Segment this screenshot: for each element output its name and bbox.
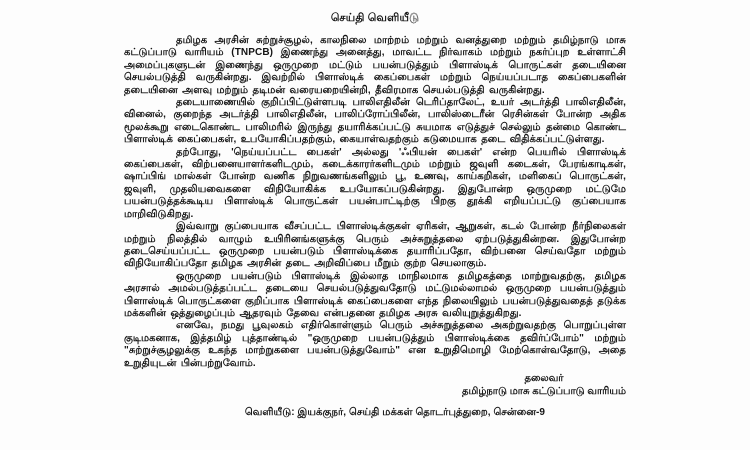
body-paragraph-3: தற்போது, 'நெய்யப்பட்ட பைகள்' அல்லது 'ஃபியன் பைகள்' என்ற பெயரில் பிளாஸ்டிக் கைப்பைகள், விற்பனையாளர்களிடமும், கடைக்காரர்களிடமும் மற்றும் ஜவுளி கடைகள், பேரங்காடிகள், ஷாப்பிங் மால்கள் போன்ற வணிக நிறுவணங்களிலும் பூ, உணவு, காய்கறிகள், மளிகைப் பொருட்கள், ஜவுளி, முதலியவைகளை விநியோகிக்க உபயோகப்படுகின்றது. இதுபோன்ற ஒருமுறை மட்டுமே பயன்படுத்தக்கூடிய பிளாஸ்டிக் பொருட்கள் பயன்பாட்டிற்கு பிறகு தூக்கி எறியப்பட்டு குப்பையாக மாறிவிடுகிறது. (124, 146, 626, 220)
body-paragraph-6: எனவே, நமது பூவுலகம் எதிர்கொள்ளும் பெரும் அச்சுறுத்தலை அகற்றுவதற்கு பொறுப்புள்ள குடிமகனாக, இத்தமிழ் புத்தாண்டில் "ஒருமுறை பயன்படுத்தும் பிளாஸ்டிக்கை தவிர்ப்போம்" மற்றும் "சுற்றுச்சூழலுக்கு உகந்த மாற்றுகளை பயன்படுத்துவோம்" என உறுதிமொழி மேற்கொள்வதோடு, அதை உறுதியுடன் பின்பற்றுவோம். (124, 320, 626, 369)
body-paragraph-4: இவ்வாறு குப்பையாக வீசப்பட்ட பிளாஸ்டிக்குகள் ஏரிகள், ஆறுகள், கடல் போன்ற நீர்நிலைகள் மற்றும் நிலத்தில் வாழும் உயிரினங்களுக்கு பெரும் அச்சுறுத்தலை ஏற்படுத்துகின்றன. இதுபோன்ற தடைசெய்யப்பட்ட ஒருமுறை பயன்படும் பிளாஸ்டிக்கை தயாரிப்பதோ, விற்பனை செய்வதோ மற்றும் விநியோகிப்பதோ தமிழக அரசின் தடை அறிவிப்பை மீறும் குற்ற செயலாகும். (124, 221, 626, 270)
body-paragraph-1: தமிழக அரசின் சுற்றுச்சூழல், காலநிலை மாற்றம் மற்றும் வனத்துறை மற்றும் தமிழ்நாடு மாசு கட்டுப்பாடு வாரியம் (TNPCB) இணைந்து அனைத்து, மாவட்ட நிர்வாகம் மற்றும் நகர்ப்புற உள்ளாட்சி அமைப்புகளுடன் இணைந்து ஒருமுறை மட்டும் பயன்படுத்தும் பிளாஸ்டிக் பொருட்கள் தடையினை செயல்படுத்தி வருகின்றது. இவற்றில் பிளாஸ்டிக் கைப்பைகள் மற்றும் நெய்யப்படாத கைப்பைகளின் தடையினை அளவு மற்றும் தடிமன் வரையறையின்றி, தீவிரமாக செயல்படுத்தி வருகின்றது. (124, 35, 626, 96)
body-paragraph-2: தடையாணையில் குறிப்பிட்டுள்ளபடி பாலிஎதிலீன் டெரிப்தாலேட், உயர் அடர்த்தி பாலிஎதிலீன், வினைல், குறைந்த அடர்த்தி பாலிஎதிலீன், பாலிப்ரோப்பிலீன், பாலிஸ்டைரீன் ரெசின்கள் போன்ற அதிக மூலக்கூறு எடைகொண்ட பாலிமரில் இருந்து தயாரிக்கப்பட்டு சுயமாக எடுத்துச் செல்லும் தன்மை கொண்ட பிளாஸ்டிக் கைப்பைகள், உபயோகிப்பதற்கும், கையாள்வதற்கும் கடுமையாக தடை விதிக்கப்பட்டுள்ளது. (124, 97, 626, 146)
signature-organization: தமிழ்நாடு மாசு கட்டுப்பாடு வாரியம் (461, 385, 626, 397)
document-title: செய்தி வெளியீடு (330, 12, 420, 24)
publisher-footer: வெளியீடு: இயக்குநர், செய்தி மக்கள் தொடர்புத்துறை, சென்னை-9 (244, 406, 546, 418)
body-paragraph-5: ஒருமுறை பயன்படும் பிளாஸ்டிக் இல்லாத மாநிலமாக தமிழகத்தை மாற்றுவதற்கு, தமிழக அரசால் அமல்படுத்தப்பட்ட தடையை செயல்படுத்துவதோடு மட்டுமல்லாமல் ஒருமுறை பயன்படுத்தும் பிளாஸ்டிக் பொருட்களை குறிப்பாக பிளாஸ்டிக் கைப்பைகளை எந்த நிலையிலும் பயன்படுத்துவதைத் தடுக்க மக்களின் ஒத்துழைப்பும் ஆதரவும் தேவை என்பதனை தமிழக அரசு வலியுறுத்துகிறது. (124, 270, 626, 319)
signature-inner (462, 372, 626, 398)
signature-role: தலைவர் (524, 372, 564, 384)
signature-block (124, 372, 626, 399)
